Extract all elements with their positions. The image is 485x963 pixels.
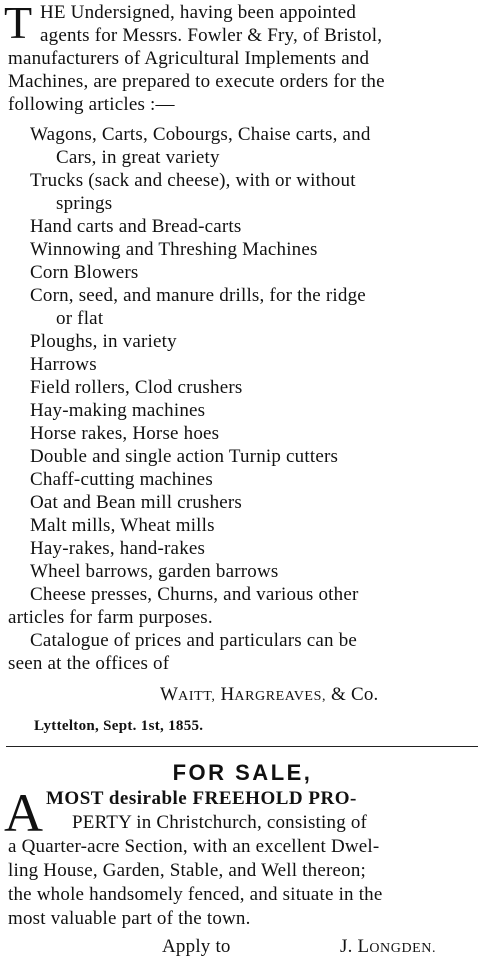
ad1-item-line: Corn, seed, and manure drills, for the ridge xyxy=(30,285,366,306)
ad1-item-line: or flat xyxy=(56,308,104,329)
for-sale-heading: FOR SALE, xyxy=(172,760,313,785)
ad1-item-line: Harrows xyxy=(30,354,97,375)
ad1-item-line: Hand carts and Bread-carts xyxy=(30,216,242,237)
ad1-dateline: Lyttelton, Sept. 1st, 1855. xyxy=(34,718,204,734)
ad1-item-line: springs xyxy=(56,193,113,214)
ad1-intro-line: agents for Messrs. Fowler & Fry, of Bristol, xyxy=(40,25,383,46)
ad1-intro-line: Machines, are prepared to execute orders for the xyxy=(8,71,385,92)
ad1-item-line: Field rollers, Clod crushers xyxy=(30,377,243,398)
ad1-closing-line: seen at the offices of xyxy=(8,653,170,674)
ad1-item-line: Double and single action Turnip cutters xyxy=(30,446,339,467)
ad1-item-line: Oat and Bean mill crushers xyxy=(30,492,243,513)
contact-initial: J. L xyxy=(340,936,370,957)
ad2-first-line: MOST desirable FREEHOLD PRO- xyxy=(46,788,357,809)
signature-name-part: ARGREAVES, xyxy=(234,689,327,704)
ad1-item-line: Hay-making machines xyxy=(30,400,206,421)
ad1-closing-line: Catalogue of prices and particulars can be xyxy=(30,630,358,651)
contact-name-part: ONGDEN. xyxy=(369,941,437,956)
ad2-contact xyxy=(340,936,436,960)
ad1-drop-cap: T xyxy=(4,0,33,48)
ad1-item-line: Trucks (sack and cheese), with or without xyxy=(30,170,356,191)
ad2-apply-to: Apply to xyxy=(162,936,231,957)
ad1-intro-line: following articles :— xyxy=(8,94,175,115)
ad2-line: most valuable part of the town. xyxy=(8,908,251,929)
ad1-intro-line: HE Undersigned, having been appointed xyxy=(40,2,357,23)
ad2-line: ling House, Garden, Stable, and Well thereon; xyxy=(8,860,367,881)
ad1-item-line: Hay-rakes, hand-rakes xyxy=(30,538,206,559)
signature-company: & Co. xyxy=(331,684,379,705)
ad1-item-line: Wheel barrows, garden barrows xyxy=(30,561,279,582)
ad2-line: the whole handsomely fenced, and situate in the xyxy=(8,884,383,905)
ad1-closing-line: articles for farm purposes. xyxy=(8,607,213,628)
ad1-item-line: Corn Blowers xyxy=(30,262,139,283)
ad1-item-line: Cheese presses, Churns, and various other xyxy=(30,584,359,605)
column-divider-rule xyxy=(6,746,478,747)
signature-name-part: AITT, xyxy=(178,689,216,704)
ad2-line xyxy=(46,788,357,810)
ad1-item-line: Malt mills, Wheat mills xyxy=(30,515,215,536)
ad1-item-line: Cars, in great variety xyxy=(56,147,220,168)
ad1-item-line: Winnowing and Threshing Machines xyxy=(30,239,318,260)
ad1-item-line: Ploughs, in variety xyxy=(30,331,177,352)
ad2-line: a Quarter-acre Section, with an excellent Dwel- xyxy=(8,836,380,857)
ad1-item-line: Wagons, Carts, Cobourgs, Chaise carts, and xyxy=(30,124,371,145)
ad1-intro-line: manufacturers of Agricultural Implements and xyxy=(8,48,370,69)
signature-initial: W xyxy=(160,684,179,705)
ad2-line: PERTY in Christchurch, consisting of xyxy=(72,812,368,833)
ad1-signature xyxy=(160,684,378,708)
signature-initial: H xyxy=(220,684,235,705)
ad1-item-line: Chaff-cutting machines xyxy=(30,469,213,490)
ad2-drop-cap: A xyxy=(4,783,43,843)
ad1-item-line: Horse rakes, Horse hoes xyxy=(30,423,220,444)
